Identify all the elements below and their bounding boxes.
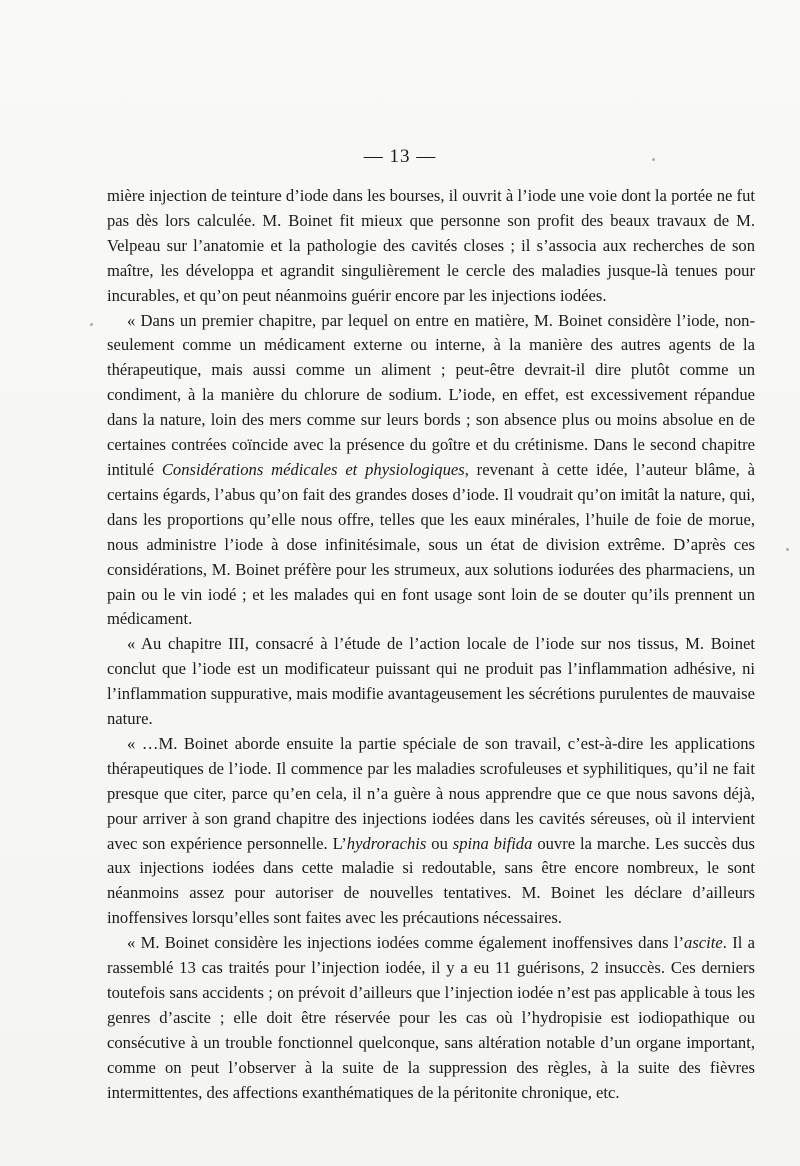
scan-speck bbox=[786, 548, 789, 551]
text-run: « M. Boinet considère les injections iodées comme également inoffensives dans l’ bbox=[127, 933, 685, 953]
text-run: . Il a rassemblé 13 cas traités pour l’injection iodée, il y a eu 11 guérisons, 2 insuccès. Ces derniers toutefois sans accidents ; on prévoit d’ailleurs que l’injection iodée n’est pas applicable à tous les genres d’ascite ; elle doit être réservée pour les cas où l’hydropisie est iodiopathique ou consécutive à un trouble fonctionnel quelconque, sans altération notable d’un organe important, comme on peut l’observer à la suite de la suppression des règles, à la suite des fièvres intermittentes, des affections exanthématiques de la péritonite chronique, etc. bbox=[107, 933, 755, 1102]
paragraph bbox=[107, 632, 755, 732]
body-text bbox=[107, 184, 755, 1106]
scan-speck bbox=[90, 323, 93, 326]
italic-text-run: spina bifida bbox=[452, 833, 533, 853]
text-run: ouvre la marche. Les succès dus aux injections iodées dans cette maladie si redoutable, sans être encore nombreux, le sont néanmoins assez pour autoriser de nouvelles tentatives. M. Boinet les déclare d’ailleurs inoffensives lorsqu’elles sont faites avec les précautions nécessaires. bbox=[107, 833, 755, 928]
text-run: « …M. Boinet aborde ensuite la partie spéciale de son travail, c’est-à-dire les applications thérapeutiques de l’iode. Il commence par les maladies scrofuleuses et syphilitiques, qu’il ne fait presque que citer, parce qu’en cela, il n’a guère à nous apprendre que ce que nous savons déjà, pour arriver à son grand chapitre des injections iodées dans les cavités séreuses, où il intervient avec son expérience personnelle. L’ bbox=[107, 733, 755, 853]
paragraph bbox=[107, 309, 755, 633]
text-run: « Au chapitre III, consacré à l’étude de l’action locale de l’iode sur nos tissus, M. Boinet conclut que l’iode est un modificateur puissant qui ne produit pas l’inflammation adhésive, ni l’inflammation suppurative, mais modifie avantageusement les sécrétions purulentes de mauvaise nature. bbox=[107, 634, 755, 729]
page-number: — 13 — bbox=[363, 146, 437, 167]
text-run: « Dans un premier chapitre, par lequel on entre en matière, M. Boinet considère l’iode, non-seulement comme un médicament externe ou interne, à la manière des autres agents de la thérapeutique, mais aussi comme un aliment ; peut-être devrait-il dire plutôt comme un condiment, à la manière du chlorure de sodium. L’iode, en effet, est excessivement répandue dans la nature, loin des mers comme sur leurs bords ; son absence plus ou moins absolue en de certaines contrées coïncide avec la présence du goître et du crétinisme. Dans le second chapitre intitulé bbox=[107, 310, 755, 479]
text-run: ou bbox=[426, 833, 453, 853]
paragraph bbox=[107, 931, 755, 1105]
italic-text-run: Considérations médicales et physiologiques bbox=[161, 459, 465, 479]
text-run: , revenant à cette idée, l’auteur blâme, à certains égards, l’abus qu’on fait des grandes doses d’iode. Il voudrait qu’on imitât la nature, qui, dans les proportions qu’elle nous offre, telles que les eaux minérales, l’huile de foie de morue, nous administre l’iode à dose infinitésimale, sous un état de division extrême. D’après ces considérations, M. Boinet préfère pour les strumeux, aux solutions iodurées des pharmaciens, un pain ou le vin iodé ; et les malades qui en font usage sont loin de se douter qu’ils prennent un médicament. bbox=[107, 459, 755, 629]
paragraph bbox=[107, 184, 755, 309]
text-run: mière injection de teinture d’iode dans les bourses, il ouvrit à l’iode une voie dont la portée ne fut pas dès lors calculée. M. Boinet fit mieux que personne son profit des beaux travaux de M. Velpeau sur l’anatomie et la pathologie des cavités closes ; il s’associa aux recherches de son maître, les développa et agrandit singulièrement le cercle des maladies jusque-là tenues pour incurables, et qu’on peut néanmoins guérir encore par les injections iodées. bbox=[107, 186, 755, 305]
italic-text-run: ascite bbox=[684, 933, 723, 953]
italic-text-run: hydrorachis bbox=[346, 833, 427, 853]
paragraph bbox=[107, 732, 755, 931]
scan-speck bbox=[652, 158, 655, 161]
